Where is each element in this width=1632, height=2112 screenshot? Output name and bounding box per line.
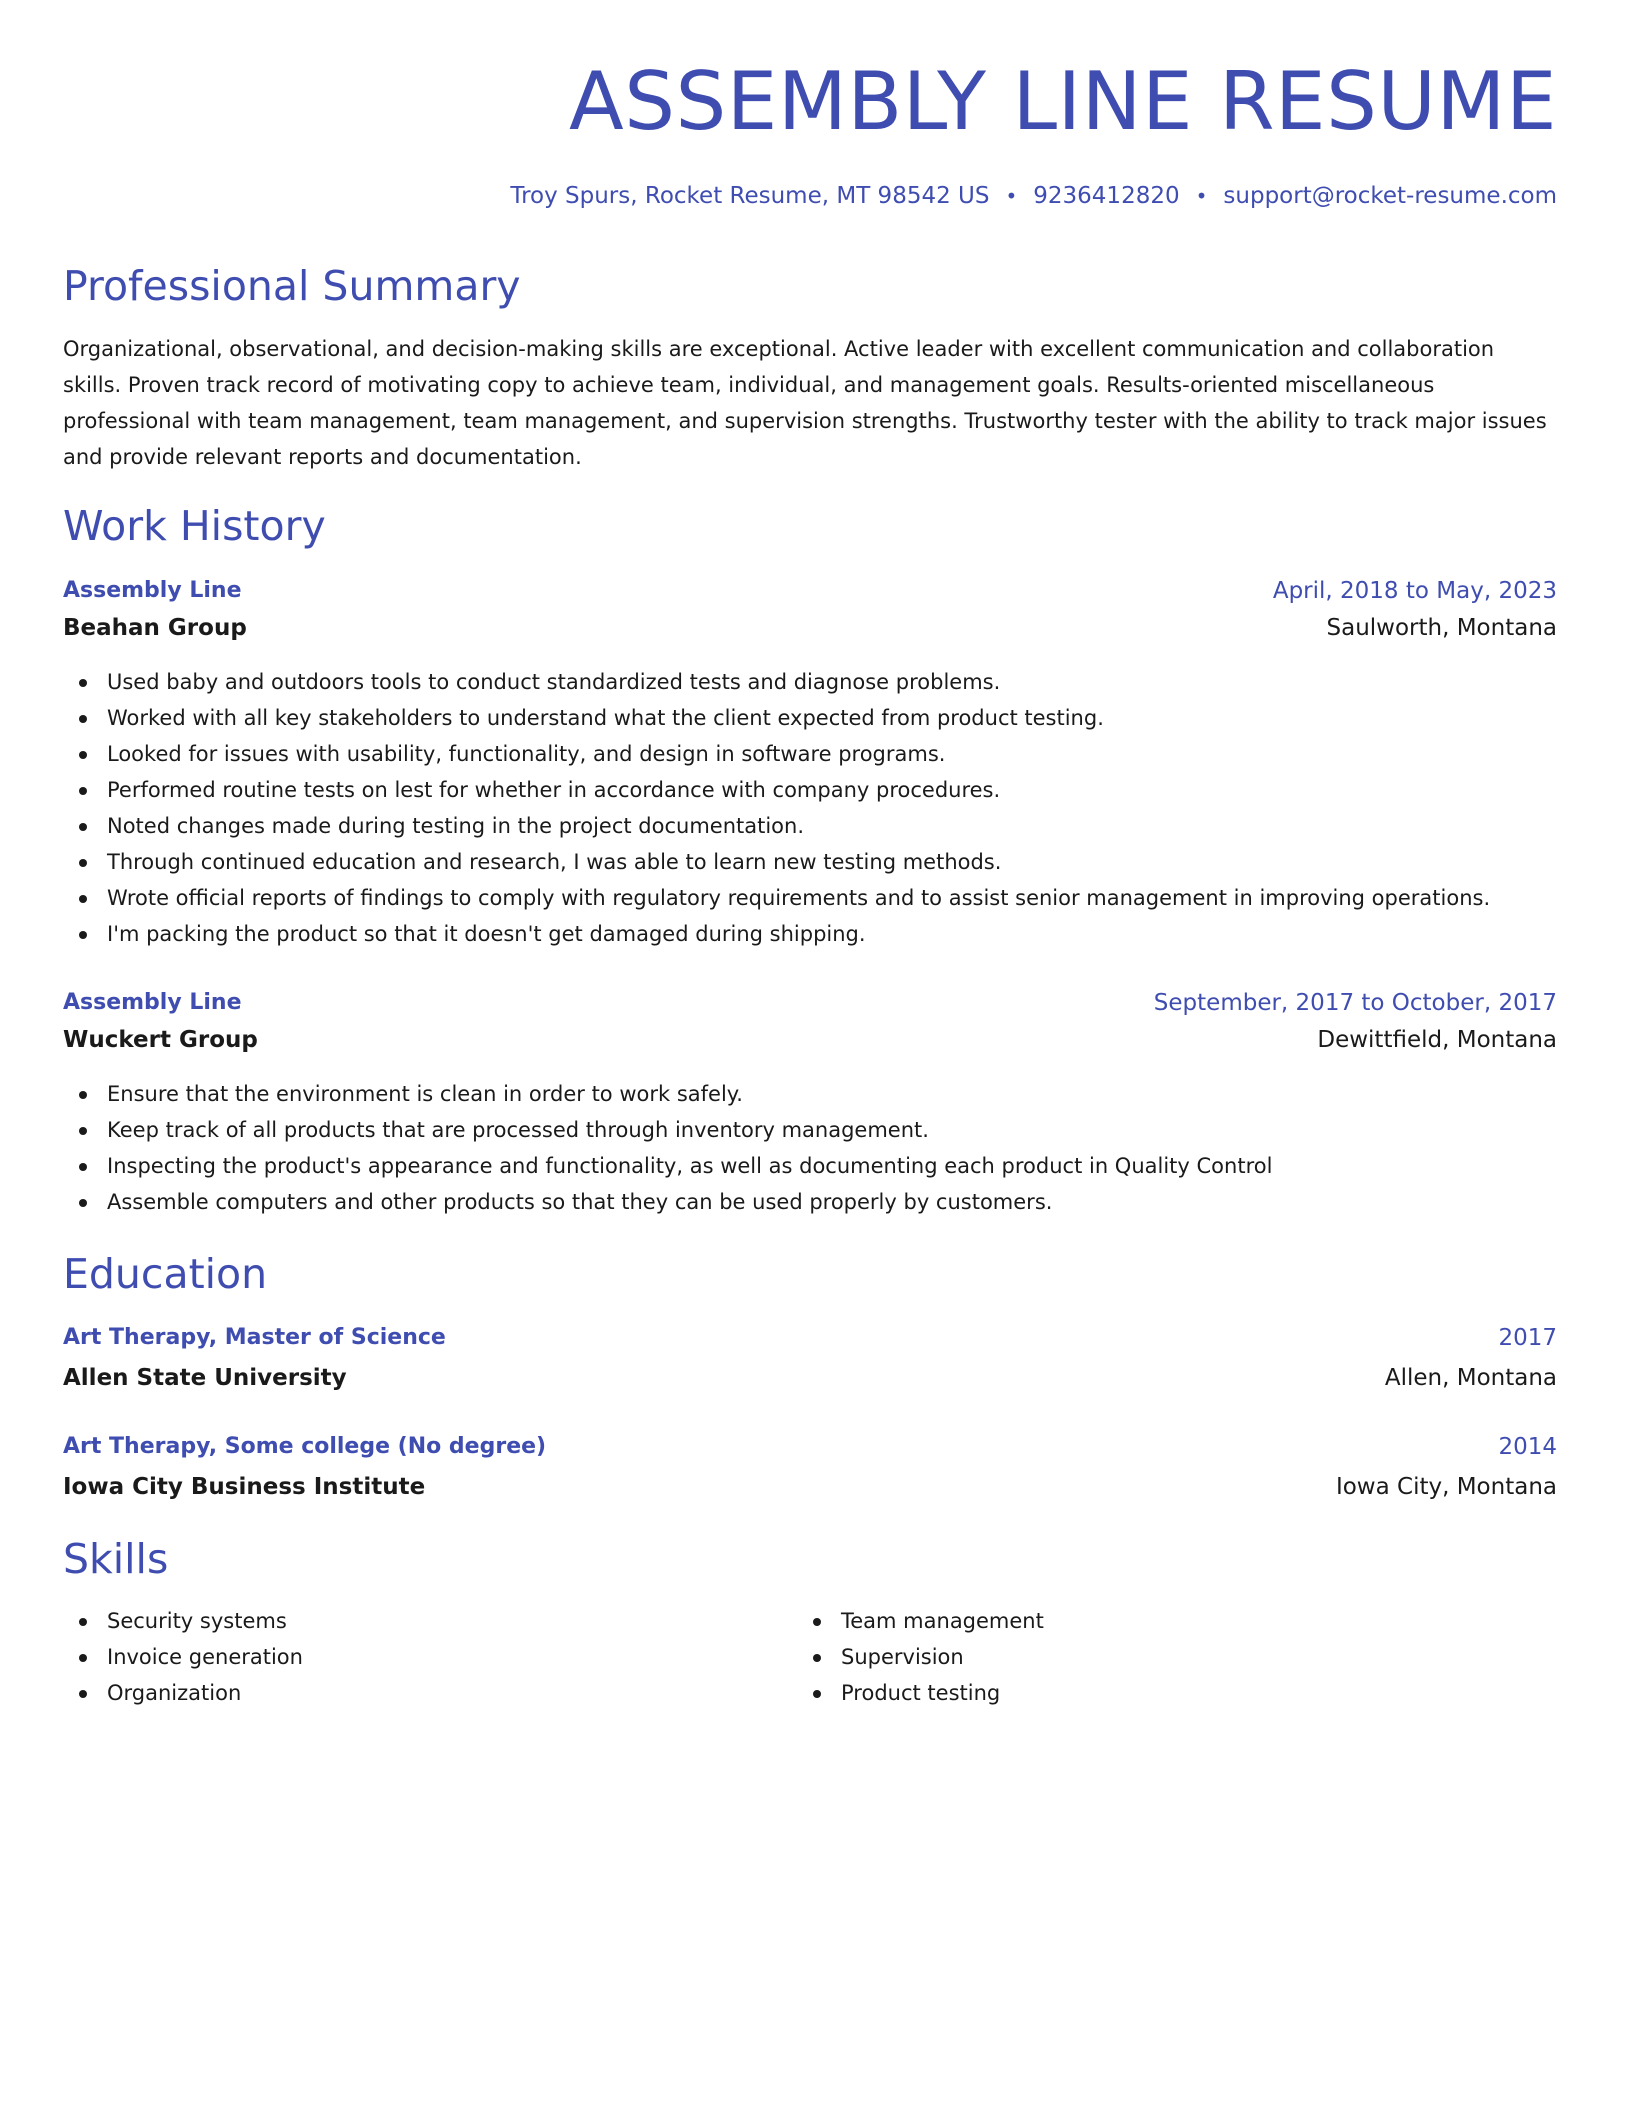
job-2-company-row [63,1022,1557,1058]
skills-list-right [797,1603,1044,1711]
education-location: Iowa City, Montana [1335,1474,1557,1500]
skill-item: Security systems [63,1603,303,1639]
skill-item: Organization [63,1675,303,1711]
summary-text: Organizational, observational, and decision-making skills are exceptional. Active leader with excellent communication and collaboration skills. Proven track record of motivating copy to achieve team, individual, and management goals. Results-oriented miscellaneous professional with team management, team management, and supervision strengths. Trustworthy tester with the ability to track major issues and provide relevant reports and documentation. [63,337,1547,469]
contact-separator: • [1005,184,1018,208]
summary-heading: Professional Summary [63,262,521,310]
contact-line [510,178,1557,214]
skill-item: Invoice generation [63,1639,303,1675]
skill-item: Supervision [797,1639,1044,1675]
resume-title: ASSEMBLY LINE RESUME [568,55,1557,148]
education-year: 2017 [1498,1325,1557,1351]
job-1-bullets [63,664,1490,952]
contact-separator: • [1195,184,1208,208]
education-school: Iowa City Business Institute [63,1474,426,1500]
skills-heading: Skills [63,1535,169,1583]
skills-list-left [63,1603,303,1711]
list-item: Wrote official reports of findings to comply with regulatory requirements and to assist senior management in improving operations. [63,880,1490,916]
job-2-title-row [63,985,1557,1021]
education-school: Allen State University [63,1365,347,1391]
list-item: Looked for issues with usability, functionality, and design in software programs. [63,736,1490,772]
list-item: Keep track of all products that are processed through inventory management. [63,1112,1272,1148]
job-company: Beahan Group [63,615,247,641]
education-location: Allen, Montana [1384,1365,1557,1391]
list-item: I'm packing the product so that it doesn't get damaged during shipping. [63,916,1490,952]
list-item: Worked with all key stakeholders to understand what the client expected from product testing. [63,700,1490,736]
list-item: Performed routine tests on lest for whether in accordance with company procedures. [63,772,1490,808]
contact-email[interactable]: support@rocket-resume.com [1223,183,1557,209]
list-item: Inspecting the product's appearance and functionality, as well as documenting each product in Quality Control [63,1148,1272,1184]
job-location: Dewittfield, Montana [1317,1027,1557,1053]
list-item: Used baby and outdoors tools to conduct standardized tests and diagnose problems. [63,664,1490,700]
job-1-company-row [63,610,1557,646]
job-company: Wuckert Group [63,1027,258,1053]
skill-item: Product testing [797,1675,1044,1711]
education-1-school-row [63,1360,1557,1396]
education-heading: Education [63,1250,268,1298]
education-2-degree-row [63,1429,1557,1465]
contact-address: Troy Spurs, Rocket Resume, MT 98542 US [510,183,990,209]
education-degree: Art Therapy, Master of Science [63,1325,446,1350]
education-degree: Art Therapy, Some college (No degree) [63,1434,547,1459]
education-2-school-row [63,1469,1557,1505]
work-history-heading: Work History [63,502,326,550]
job-dates: April, 2018 to May, 2023 [1272,578,1557,604]
list-item: Ensure that the environment is clean in order to work safely. [63,1076,1272,1112]
education-1-degree-row [63,1320,1557,1356]
job-dates: September, 2017 to October, 2017 [1153,990,1557,1016]
job-location: Saulworth, Montana [1326,615,1557,641]
list-item: Through continued education and research, I was able to learn new testing methods. [63,844,1490,880]
education-year: 2014 [1498,1434,1557,1460]
job-title: Assembly Line [63,578,242,603]
job-2-bullets [63,1076,1272,1220]
contact-phone: 9236412820 [1033,183,1180,209]
skill-item: Team management [797,1603,1044,1639]
job-1-title-row [63,573,1557,609]
list-item: Noted changes made during testing in the project documentation. [63,808,1490,844]
job-title: Assembly Line [63,990,242,1015]
list-item: Assemble computers and other products so that they can be used properly by customers. [63,1184,1272,1220]
